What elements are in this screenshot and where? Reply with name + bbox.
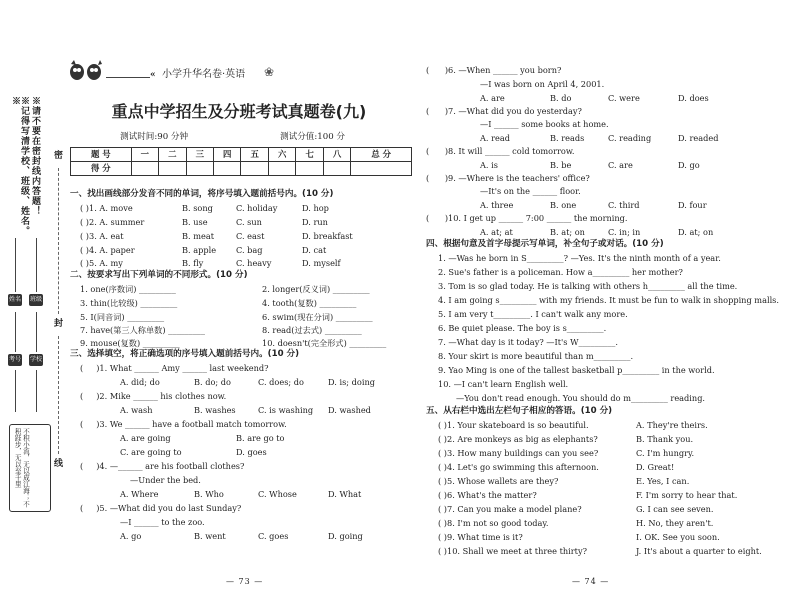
score-cell: 题 号	[71, 148, 132, 162]
series-title: 小学升华名卷·英语	[162, 69, 246, 80]
score-cell: 七	[296, 148, 323, 162]
score-entry-row	[71, 162, 412, 176]
s4-line: 5. I am very t_________. I can't walk any more.	[438, 309, 628, 319]
s4-line: 10. —I can't learn English well.	[438, 379, 569, 389]
s3-q6-answer: —I was born on April 4, 2001.	[480, 79, 605, 89]
score-cell: 三	[186, 148, 213, 162]
test-score: 测试分值:100 分	[280, 132, 345, 142]
score-cell: 一	[131, 148, 158, 162]
s4-line: 2. Sue's father is a policeman. How a_________ her mother?	[438, 267, 683, 277]
series-header	[66, 60, 286, 84]
score-input[interactable]	[268, 162, 295, 176]
section-2-heading: 二、按要求写出下列单词的不同形式。(10 分)	[70, 270, 248, 280]
label-number: 考号	[8, 354, 22, 366]
label-school: 学校	[29, 354, 43, 366]
page-left: « 小学升华名卷·英语 ❀ 重点中学招生及分班考试真题卷(九) 测试时间:90 分钟 测试分值:100 分 题 号 一 二 三 四 五 六 七 八 总 分 得 分 一、找出画线部分发音不同的单词，将序号填入题前括号内。(10 分) ( )1. A. move B. song C. holiday D. hop ( )2. A. summer B. use C. sun D. run ( )3. A. eat B. meat C. east D. breakfast ( )4. A. paper B. apple C. bag D. cat ( )5. A. my B. fly C. heavy D. myself 二、按要求写出下列单词的不同形式。(10 分) 1. one(序数词) _________ 2. longer(反义词) _________ 3. thin(比较级) _________ 4. tooth(复数) _________ 5. I(同音词) _________ 6. swim(现在分词) _________ 7. have(第三人称单数) _________ 8. read(过去式) _________ 9. mouse(复数) _________ 10. doesn't(完全形式) _________ 三、选择填空，将正确选项的序号填入题前括号内。(10 分) ( )1. What ______ Amy ______ last weekend? A. did; do B. do; do C. does; do D. is; doing ( )2. Mike ______ his clothes now. A. wash B. washes C. is washing D. washed ( )3. We ______ have a football match tomorrow. A. are going B. are go to C. are going to D. goes ( )4. —______ are his football clothes? —Under the bed. A. Where B. Who C. Whose D. What ( )5. —What did you do last Sunday? —I ______ to the zoo. A. go B. went C. goes D. going — 73 —	[66, 0, 412, 604]
s3-q1: ( )1. What ______ Amy ______ last weekend?	[80, 363, 269, 373]
s4-line: 9. Yao Ming is one of the tallest basketball p_________ in the world.	[438, 365, 715, 375]
score-input[interactable]	[131, 162, 158, 176]
score-input[interactable]	[296, 162, 323, 176]
s3-q8: ( )8. It will ______ cold tomorrow.	[426, 146, 575, 156]
seal-line	[58, 336, 59, 454]
s3-q9-answer: —It's on the ______ floor.	[480, 186, 581, 196]
s3-q2: ( )2. Mike ______ his clothes now.	[80, 391, 227, 401]
margin-warning: ※请不要在密封线内答题！	[30, 96, 40, 216]
school-write-line	[36, 312, 37, 352]
number-write-line	[15, 312, 16, 352]
cut-mark-feng: 封	[54, 319, 64, 329]
score-input[interactable]	[186, 162, 213, 176]
score-cell: 四	[213, 148, 240, 162]
s3-q9: ( )9. —Where is the teachers' office?	[426, 173, 590, 183]
score-cell: 八	[323, 148, 350, 162]
s3-q5-answer: —I ______ to the zoo.	[120, 517, 205, 527]
s4-line: 6. Be quiet please. The boy is s_________.	[438, 323, 607, 333]
write-line	[36, 370, 37, 412]
margin-reminder: ※记得写清学校、班级、姓名。※	[10, 96, 29, 236]
s3-q7-answer: —I ______ some books at home.	[480, 119, 609, 129]
cut-mark-xian: 线	[54, 459, 64, 469]
motto-seal	[9, 424, 51, 512]
leaf-icon: ❀	[264, 65, 275, 79]
score-cell: 得 分	[71, 162, 132, 176]
name-write-line	[15, 238, 16, 292]
s4-line: 7. —What day is it today? —It's W_________.	[438, 337, 618, 347]
motto-text: 不积小流，无以成江海；不积跬步，无以至千里	[13, 428, 30, 508]
page-number: — 73 —	[226, 577, 264, 586]
label-class: 班级	[29, 294, 43, 306]
s3-q7: ( )7. —What did you do yesterday?	[426, 106, 582, 116]
s4-line: 1. —Was he born in S_________? —Yes. It's the ninth month of a year.	[438, 253, 721, 263]
header-rule	[106, 77, 150, 78]
owl-logo-icon	[68, 60, 104, 82]
score-input[interactable]	[159, 162, 186, 176]
page-right: ( )6. —When ______ you born? —I was born on April 4, 2001. A. are B. do C. were D. does ( )7. —What did you do yesterday? —I ______ some books at home. A. read B. reads C. reading D. readed ( )8. It will ______ cold tomorrow. A. is B. be C. are D. go ( )9. —Where is the teachers' office? —It's on the ______ floor. A. three B. one C. third D. four ( )10. I get up ______ 7:00 ______ the morning. A. at; at B. at; on C. in; in D. at; on 四、根据句意及首字母提示写单词，补全句子或对话。(10 分) 1. —Was he born in S_________? —Yes. It's the ninth month of a year. 2. Sue's father is a policeman. How a_________ her mother? 3. Tom is so glad today. He is talking with others h_________ all the time. 4. I am going s_________ with my friends. It must be fun to walk in shopping malls. 5. I am very t_________. I can't walk any more. 6. Be quiet please. The boy is s_________. 7. —What day is it today? —It's W_________. 8. Your skirt is more beautiful than m_________. 9. Yao Ming is one of the tallest basketball p_________ in the world. 10. —I can't learn English well. —You don't read enough. You should do m_________ reading. 五、从右栏中选出左栏句子相应的答语。(10 分) ( )1. Your skateboard is so beautiful. A. They're theirs. ( )2. Are monkeys as big as elephants? B. Thank you. ( )3. How many buildings can you see? C. I'm hungry. ( )4. Let's go swimming this afternoon. D. Great! ( )5. Whose wallets are they? E. Yes, I can. ( )6. What's the matter? F. I'm sorry to hear that. ( )7. Can you make a model plane? G. I can see seven. ( )8. I'm not so good today. H. No, they aren't. ( )9. What time is it? I. OK. See you soon. ( )10. Shall we meet at three thirty? J. It's about a quarter to eight. — 74 —	[426, 65, 779, 586]
binding-margin	[0, 0, 62, 604]
seal-line	[58, 168, 59, 314]
section-5-heading: 五、从右栏中选出左栏句子相应的答语。(10 分)	[426, 406, 613, 416]
s3-q6: ( )6. —When ______ you born?	[426, 65, 562, 75]
score-cell: 二	[159, 148, 186, 162]
score-cell: 五	[241, 148, 268, 162]
s4-line: —You don't read enough. You should do m_________ reading.	[456, 393, 706, 403]
paper-title: 重点中学招生及分班考试真题卷(九)	[111, 102, 367, 121]
header-arrow-icon: «	[150, 70, 156, 80]
s4-line: 3. Tom is so glad today. He is talking with others h_________ all the time.	[438, 281, 738, 291]
score-table	[70, 147, 412, 176]
s3-q5: ( )5. —What did you do last Sunday?	[80, 503, 242, 513]
s3-q4: ( )4. —______ are his football clothes?	[80, 461, 245, 471]
s3-q4-answer: —Under the bed.	[130, 475, 201, 485]
s4-line: 8. Your skirt is more beautiful than m_________.	[438, 351, 634, 361]
score-input[interactable]	[213, 162, 240, 176]
section-4-heading: 四、根据句意及首字母提示写单词，补全句子或对话。(10 分)	[426, 239, 664, 249]
test-time: 测试时间:90 分钟	[120, 132, 189, 142]
section-1-heading: 一、找出画线部分发音不同的单词，将序号填入题前括号内。(10 分)	[70, 189, 334, 199]
s4-line: 4. I am going s_________ with my friends. It must be fun to walk in shopping malls.	[438, 295, 779, 305]
page-number: — 74 —	[572, 577, 610, 586]
section-3-heading: 三、选择填空，将正确选项的序号填入题前括号内。(10 分)	[70, 349, 300, 359]
score-input[interactable]	[241, 162, 268, 176]
score-input[interactable]	[351, 162, 412, 176]
score-input[interactable]	[323, 162, 350, 176]
score-cell: 总 分	[351, 148, 412, 162]
score-cell: 六	[268, 148, 295, 162]
label-name: 姓名	[8, 294, 22, 306]
score-header-row	[71, 148, 412, 162]
class-write-line	[36, 238, 37, 292]
s3-q10: ( )10. I get up ______ 7:00 ______ the morning.	[426, 213, 628, 223]
s3-q3: ( )3. We ______ have a football match tomorrow.	[80, 419, 287, 429]
write-line	[15, 370, 16, 412]
cut-mark-mi: 密	[54, 151, 64, 161]
